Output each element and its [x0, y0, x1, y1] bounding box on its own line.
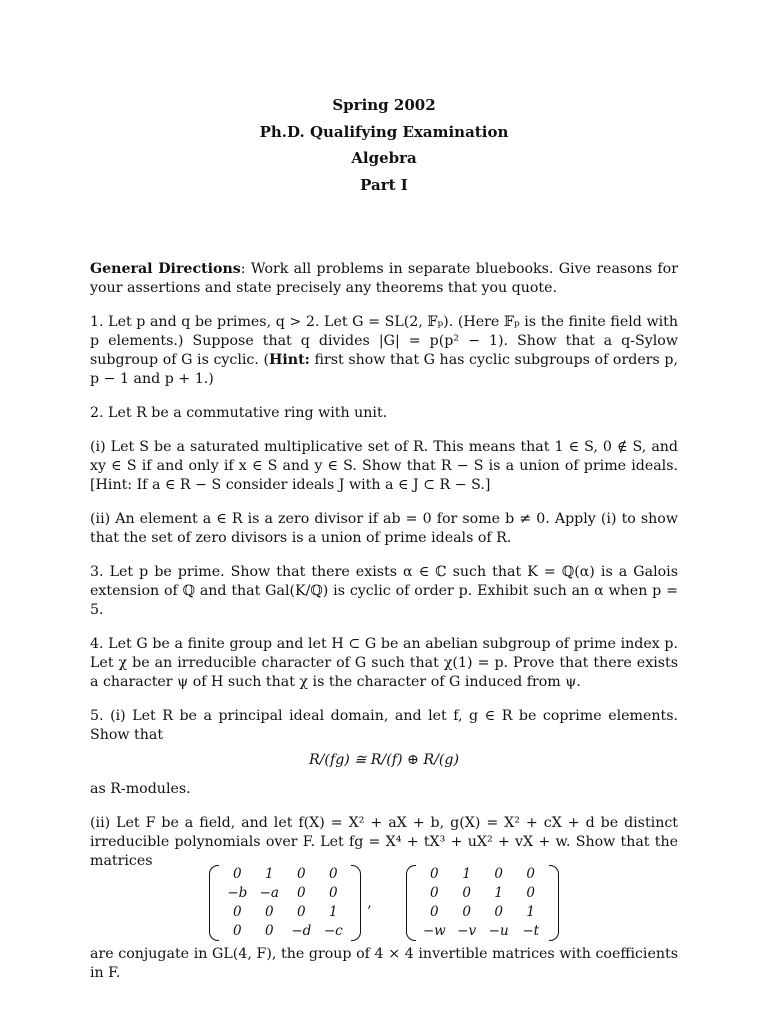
- problem-5-part-ii: (ii) Let F be a field, and let f(X) = X² + aX + b, g(X) = X² + cX + d be distinct irreducible polynomials over F. Let fg = X⁴ + tX³ + uX² + vX + w. Show that the matrices: [90, 815, 678, 869]
- matrix-entry: 1: [526, 904, 535, 920]
- matrix-entry: −u: [488, 923, 509, 939]
- matrix-entry: −a: [259, 885, 279, 901]
- exam-term: Spring 2002: [332, 96, 436, 114]
- matrix-entry: −c: [323, 923, 343, 939]
- matrix-entry: 0: [526, 885, 535, 901]
- matrix-entry: 0: [233, 866, 242, 882]
- matrix-row: [418, 903, 547, 922]
- matrix-entry: 0: [297, 885, 306, 901]
- exam-title: Ph.D. Qualifying Examination: [259, 122, 509, 141]
- matrix-entry: 0: [526, 866, 535, 882]
- matrix-row: [418, 865, 547, 884]
- matrix-row: [221, 922, 349, 941]
- directions-label: General Directions: [90, 261, 241, 277]
- problem-1: [90, 313, 678, 389]
- matrix-row: [418, 922, 547, 941]
- matrix-row: [221, 903, 349, 922]
- matrix-entry: 1: [494, 885, 503, 901]
- problem-1-hint: first show that G has cyclic subgroups of orders p, p − 1 and p + 1.): [90, 352, 678, 387]
- problem-3: 3. Let p be prime. Show that there exists α ∈ ℂ such that K = ℚ(α) is a Galois extension of ℚ and that Gal(K/ℚ) is cyclic of order p. Exhibit such an α when p = 5.: [90, 564, 678, 618]
- matrix-entry: 0: [329, 885, 338, 901]
- problem-1-text: 1. Let p and q be primes, q > 2. Let G = SL(2, 𝔽ₚ). (Here 𝔽ₚ is the finite field with p elements.) Suppose that q divides |G| = p(p² − 1). Show that a q-Sylow subgroup of G is cyclic. (: [90, 314, 678, 368]
- matrix-row: [221, 884, 349, 903]
- matrix-entry: 0: [233, 923, 242, 939]
- problem-2-part-ii: (ii) An element a ∈ R is a zero divisor if ab = 0 for some b ≠ 0. Apply (i) to show that the set of zero divisors is a union of prime ideals of R.: [90, 511, 678, 546]
- matrix-entry: 0: [233, 904, 242, 920]
- matrix-entry: −b: [227, 885, 248, 901]
- matrix-entry: −d: [291, 923, 312, 939]
- matrix-entry: 0: [462, 885, 471, 901]
- problem-1-hint-label: Hint:: [269, 352, 310, 368]
- general-directions: [90, 260, 678, 298]
- exam-body: [90, 260, 678, 998]
- matrix-separator: ,: [367, 894, 372, 911]
- matrix-entry: 0: [265, 923, 274, 939]
- matrix-entry: −w: [422, 923, 446, 939]
- matrix-entry: 0: [329, 866, 338, 882]
- matrix-2-body: [418, 865, 547, 941]
- matrix-1-body: [221, 865, 349, 941]
- matrix-entry: −v: [457, 923, 477, 939]
- problem-2: 2. Let R be a commutative ring with unit.: [90, 405, 388, 421]
- matrix-entry: 0: [297, 904, 306, 920]
- matrix-row: [221, 865, 349, 884]
- matrix-entry: 0: [494, 866, 503, 882]
- matrix-row: [418, 884, 547, 903]
- matrix-entry: 0: [462, 904, 471, 920]
- matrix-entry: 0: [265, 904, 274, 920]
- problem-4: 4. Let G be a finite group and let H ⊂ G be an abelian subgroup of prime index p. Let χ be an irreducible character of G such that χ(1) = p. Prove that there exists a character ψ of H such that χ is the character of G induced from ψ.: [90, 636, 678, 690]
- matrix-2: [406, 865, 559, 941]
- matrix-entry: 1: [329, 904, 338, 920]
- matrix-entry: 0: [297, 866, 306, 882]
- problem-5-part-ii-tail: are conjugate in GL(4, F), the group of 4 × 4 invertible matrices with coefficients in F.: [90, 946, 678, 981]
- matrix-pair: [90, 865, 678, 941]
- matrix-entry: 0: [429, 904, 439, 920]
- matrix-entry: 1: [462, 866, 471, 882]
- problem-2-part-i: (i) Let S be a saturated multiplicative set of R. This means that 1 ∈ S, 0 ∉ S, and xy ∈ S if and only if x ∈ S and y ∈ S. Show that R − S is a union of prime ideals. [Hint: If a ∈ R − S consider ideals J with a ∈ J ⊂ R − S.]: [90, 439, 678, 493]
- exam-part: Part I: [360, 175, 408, 194]
- exam-subject: Algebra: [351, 149, 417, 167]
- directions-text: : Work all problems in separate bluebooks. Give reasons for your assertions and state precisely any theorems that you quote.: [90, 261, 678, 296]
- problem-5-part-i-tail: as R-modules.: [90, 781, 191, 797]
- problem-5-part-i: 5. (i) Let R be a principal ideal domain, and let f, g ∈ R be coprime elements. Show that: [90, 708, 678, 743]
- matrix-entry: 0: [494, 904, 503, 920]
- exam-header: [0, 92, 768, 198]
- matrix-entry: 0: [429, 866, 439, 882]
- matrix-entry: 0: [429, 885, 439, 901]
- problem-5-formula: R/(fg) ≅ R/(f) ⊕ R/(g): [308, 752, 460, 768]
- matrix-1: [209, 865, 361, 941]
- matrix-entry: 1: [265, 866, 274, 882]
- matrix-entry: −t: [522, 923, 540, 939]
